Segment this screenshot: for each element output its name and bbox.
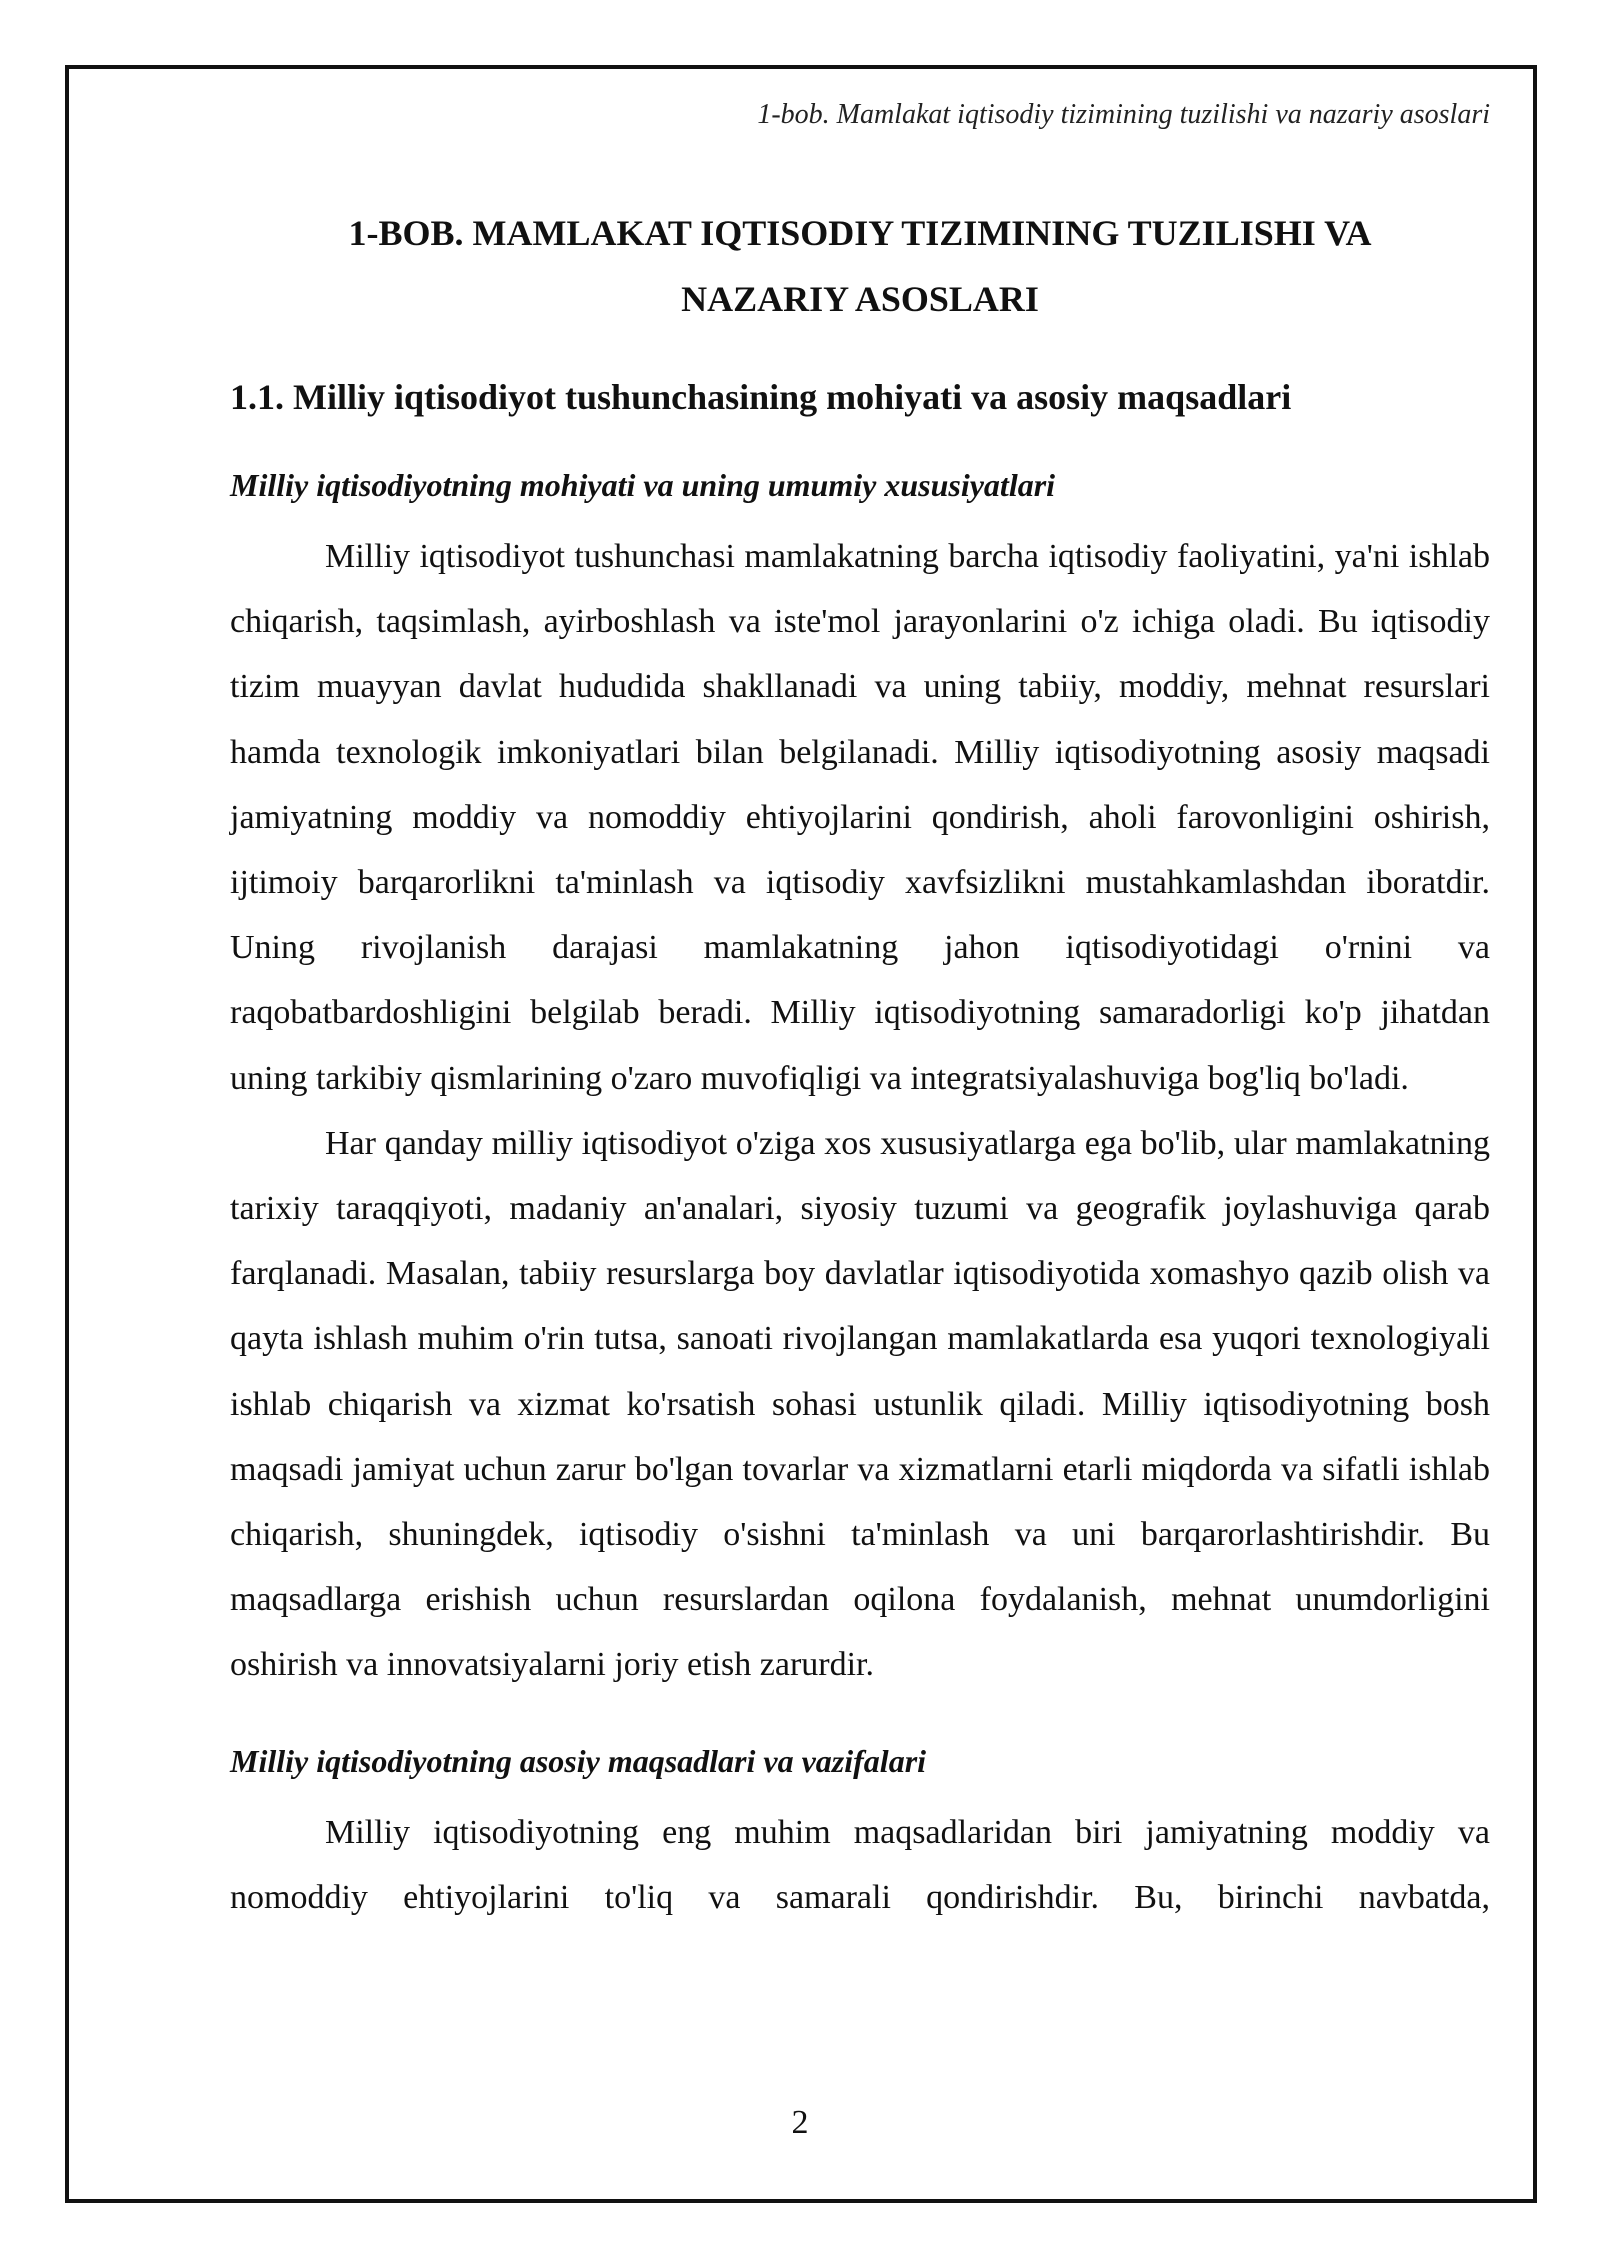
subsection	[230, 462, 1490, 1698]
section-title: 1.1. Milliy iqtisodiyot tushunchasining mohiyati va asosiy maqsadlari	[230, 377, 1292, 417]
body-paragraph: Milliy iqtisodiyotning eng muhim maqsadlaridan biri jamiyatning moddiy va nomoddiy ehtiyojlarini to'liq va samarali qondirishdir. Bu, birinchi navbatda,	[230, 1813, 1490, 1916]
body-paragraph: Har qanday milliy iqtisodiyot o'ziga xos xususiyatlarga ega bo'lib, ular mamlakatning tarixiy taraqqiyoti, madaniy an'analari, siyosiy tuzumi va geografik joylashuviga qarab farqlanadi. Masalan, tabiiy resurslarga boy davlatlar iqtisodiyotida xomashyo qazib olish va qayta ishlash muhim o'rin tutsa, sanoati rivojlangan mamlakatlarda esa yuqori texnologiyali ishlab chiqarish va xizmat ko'rsatish sohasi ustunlik qiladi. Milliy iqtisodiyotning bosh maqsadi jamiyat uchun zarur bo'lgan tovarlar va xizmatlarni etarli miqdorda va sifatli ishlab chiqarish, shuningdek, iqtisodiy o'sishni ta'minlash va uni barqarorlashtirishdir. Bu maqsadlarga erishish uchun resurslardan oqilona foydalanish, mehnat unumdorligini oshirish va innovatsiyalarni joriy etish zarurdir.	[230, 1124, 1490, 1684]
chapter-title: 1-BOB. MAMLAKAT IQTISODIY TIZIMINING TUZILISHI VA NAZARIY ASOSLARI	[348, 213, 1372, 319]
subsection-title: Milliy iqtisodiyotning asosiy maqsadlari va vazifalari	[230, 1742, 927, 1779]
subsection-title: Milliy iqtisodiyotning mohiyati va uning umumiy xususiyatlari	[230, 467, 1056, 503]
page-number: 2	[791, 2104, 809, 2141]
subsection	[230, 1738, 1490, 1930]
running-header: 1-bob. Mamlakat iqtisodiy tizimining tuzilishi va nazariy asoslari	[757, 99, 1490, 130]
page-content	[230, 200, 1490, 1930]
body-paragraph: Milliy iqtisodiyot tushunchasi mamlakatning barcha iqtisodiy faoliyatini, ya'ni ishlab chiqarish, taqsimlash, ayirboshlash va iste'mol jarayonlarini o'z ichiga oladi. Bu iqtisodiy tizim muayyan davlat hududida shakllanadi va uning tabiiy, moddiy, mehnat resurslari hamda texnologik imkoniyatlari bilan belgilanadi. Milliy iqtisodiyotning asosiy maqsadi jamiyatning moddiy va nomoddiy ehtiyojlarini qondirish, aholi farovonligini oshirish, ijtimoiy barqarorlikni ta'minlash va iqtisodiy xavfsizlikni mustahkamlashdan iboratdir. Uning rivojlanish darajasi mamlakatning jahon iqtisodiyotidagi o'rnini va raqobatbardoshligini belgilab beradi. Milliy iqtisodiyotning samaradorligi ko'p jihatdan uning tarkibiy qismlarining o'zaro muvofiqligi va integratsiyalashuviga bog'liq bo'ladi.	[230, 538, 1490, 1097]
